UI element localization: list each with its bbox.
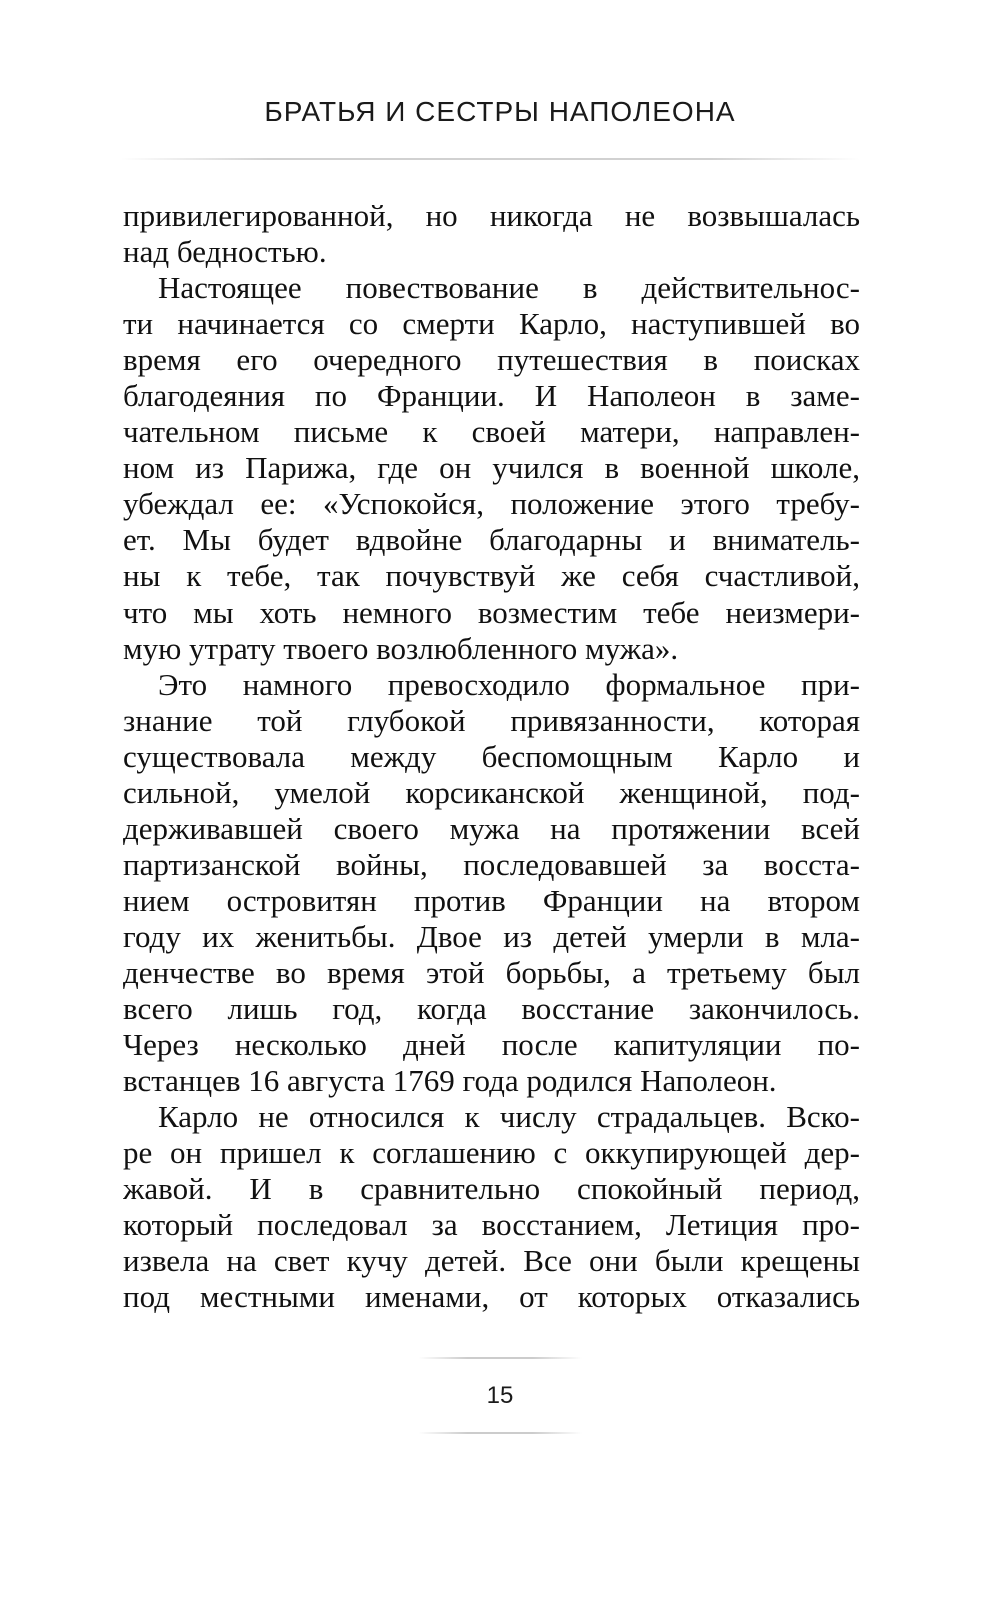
text-line: держивавшей своего мужа на протяжении всей <box>123 810 860 846</box>
text-line: Карло не относился к числу страдальцев. Вско- <box>158 1099 860 1135</box>
text-line: партизанской войны, последовавшей за восста- <box>123 846 860 882</box>
text-line: году их женитьбы. Двое из детей умерли в мла- <box>123 918 860 954</box>
paragraph-4 <box>123 1099 860 1315</box>
paragraph-3 <box>123 667 860 1100</box>
text-line: денчестве во время этой борьбы, а третьему был <box>123 954 860 990</box>
text-line: ны к тебе, так почувствуй же себя счастливой, <box>123 558 860 594</box>
text-line: привилегированной, но никогда не возвышалась <box>123 198 860 233</box>
text-line: над бедностью. <box>123 234 327 270</box>
text-line: сильной, умелой корсиканской женщиной, под- <box>123 774 860 810</box>
footer-rule-bottom <box>418 1432 582 1434</box>
text-line: мую утрату твоего возлюбленного мужа». <box>123 630 679 666</box>
text-body <box>123 198 860 1315</box>
text-line: всего лишь год, когда восстание закончилось. <box>123 991 860 1027</box>
text-line: существовала между беспомощным Карло и <box>123 738 860 774</box>
text-line: ет. Мы будет вдвойне благодарны и вниматель- <box>123 522 860 558</box>
text-line: Настоящее повествование в действительнос- <box>158 270 860 306</box>
text-line: благодеяния по Франции. И Наполеон в заме- <box>123 378 860 414</box>
paragraph-1 <box>123 198 860 270</box>
text-line: время его очередного путешествия в поисках <box>123 342 860 378</box>
text-line: ре он пришел к соглашению с оккупирующей дер- <box>123 1135 860 1171</box>
text-line: Это намного превосходило формальное при- <box>158 666 860 702</box>
text-line: извела на свет кучу детей. Все они были крещены <box>123 1243 860 1279</box>
text-line: ти начинается со смерти Карло, наступившей во <box>123 306 860 342</box>
text-line: под местными именами, от которых отказались <box>123 1279 860 1315</box>
text-line: убеждал ее: «Успокойся, положение этого требу- <box>123 486 860 522</box>
text-line: жавой. И в сравнительно спокойный период, <box>123 1171 860 1207</box>
text-line: встанцев 16 августа 1769 года родился Наполеон. <box>123 1063 777 1099</box>
text-line: что мы хоть немного возместим тебе неизмери- <box>123 594 860 630</box>
text-line: который последовал за восстанием, Летиция про- <box>123 1207 860 1243</box>
text-line: Через несколько дней после капитуляции по- <box>123 1027 860 1063</box>
text-line: ном из Парижа, где он учился в военной школе, <box>123 450 860 486</box>
paragraph-2 <box>123 270 860 667</box>
text-line: знание той глубокой привязанности, которая <box>123 702 860 738</box>
page-number: 15 <box>486 1382 514 1409</box>
text-line: нием островитян против Франции на втором <box>123 882 860 918</box>
header-rule <box>120 158 860 160</box>
text-line: чательном письме к своей матери, направлен- <box>123 414 860 450</box>
footer-rule-top <box>418 1357 582 1359</box>
running-head-title: БРАТЬЯ И СЕСТРЫ НАПОЛЕОНА <box>264 96 736 127</box>
